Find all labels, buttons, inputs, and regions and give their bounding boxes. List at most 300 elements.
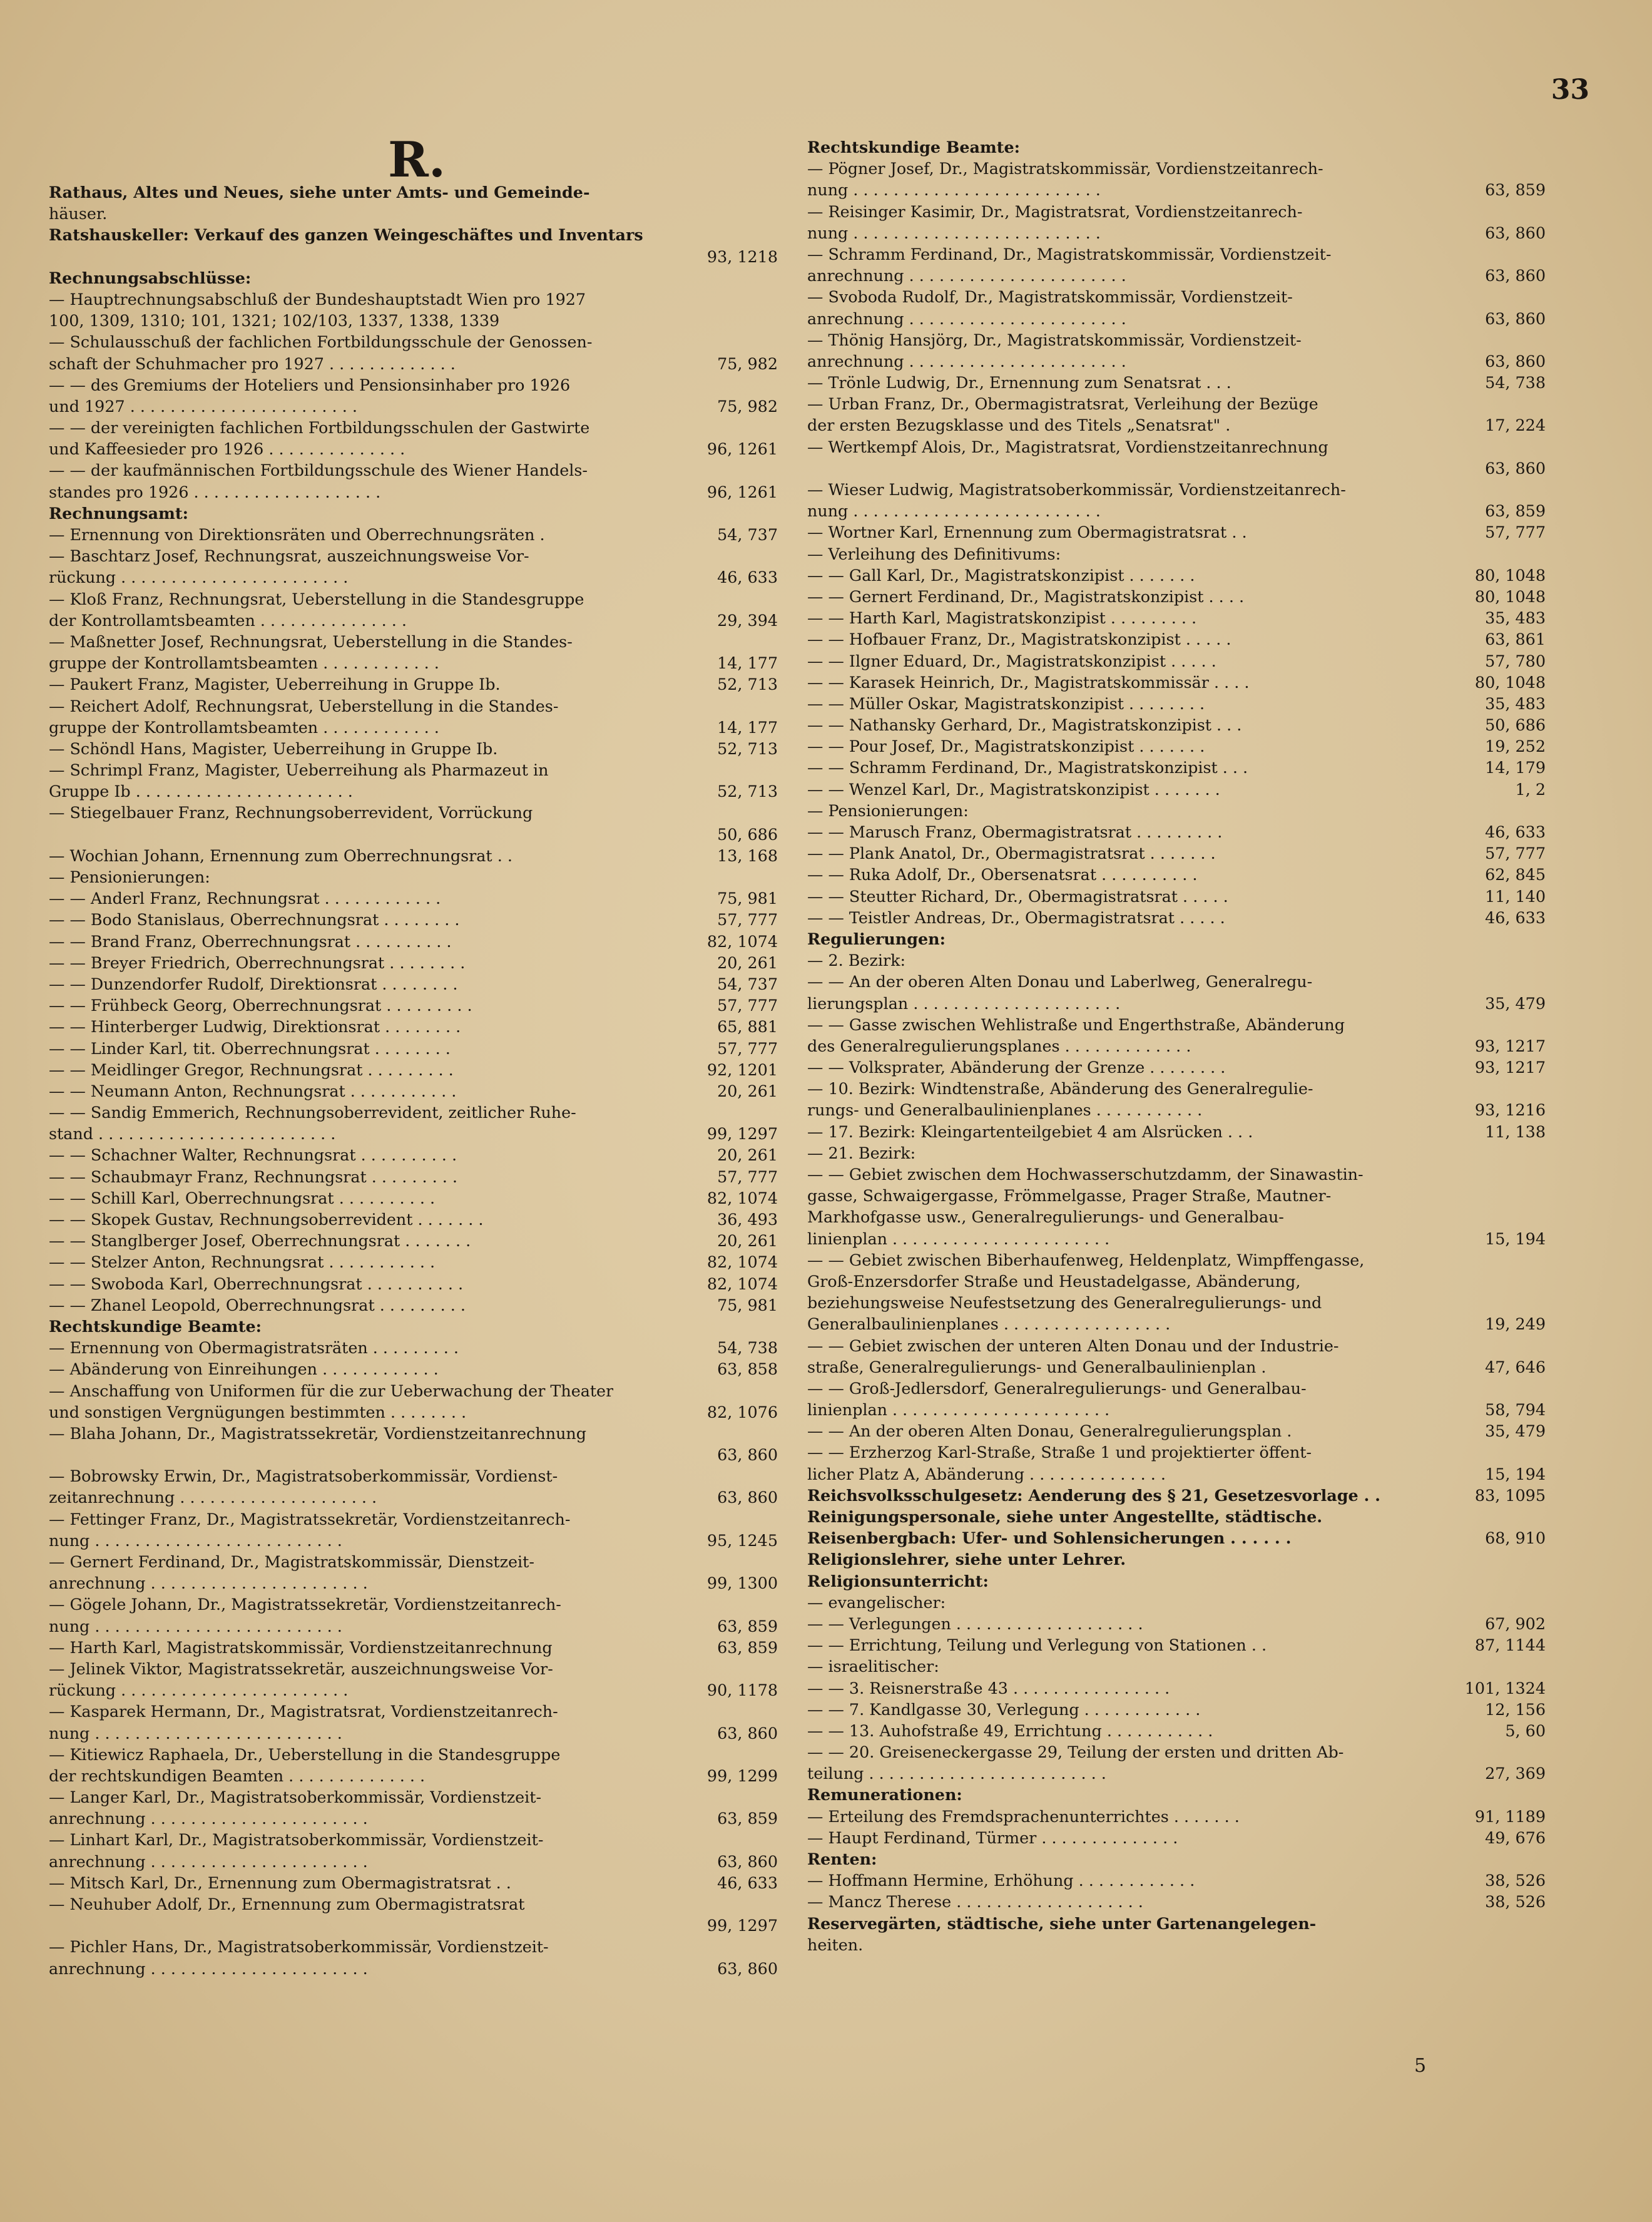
- index-page-reference: 38, 526: [1485, 1892, 1546, 1912]
- index-line: [49, 1808, 778, 1829]
- index-line: [49, 331, 778, 352]
- index-line: [49, 1572, 778, 1594]
- index-page-reference: 63, 859: [717, 1637, 778, 1657]
- index-entry-text: linienplan . . . . . . . . . . . . . . . . . . . . . .: [807, 1400, 1110, 1420]
- index-page-reference: 93, 1216: [1474, 1100, 1546, 1120]
- index-line: [807, 1035, 1546, 1057]
- index-entry-text: häuser.: [49, 204, 108, 223]
- index-line: [49, 1423, 778, 1444]
- index-line: [807, 1527, 1546, 1549]
- index-entry-text: anrechnung . . . . . . . . . . . . . . . . . . . . . .: [807, 266, 1126, 285]
- index-line: [49, 438, 778, 459]
- index-entry-text: der ersten Bezugsklasse und des Titels „Senatsrat" .: [807, 416, 1231, 435]
- index-line: [49, 1829, 778, 1850]
- index-entry-text: gruppe der Kontrollamtsbeamten . . . . . . . . . . . .: [49, 653, 439, 673]
- index-page-reference: 68, 910: [1485, 1528, 1546, 1548]
- index-page-reference: 19, 249: [1485, 1314, 1546, 1334]
- index-line: [49, 845, 778, 866]
- index-line: [49, 417, 778, 438]
- index-line: [807, 971, 1546, 992]
- index-entry-text: nung . . . . . . . . . . . . . . . . . . . . . . . . .: [807, 223, 1101, 242]
- index-entry-text: — — Gebiet zwischen der unteren Alten Donau und der Industrie-: [807, 1336, 1339, 1355]
- index-page-reference: 13, 168: [717, 846, 778, 865]
- index-entry-text: — Svoboda Rudolf, Dr., Magistratskommissär, Vordienstzeit-: [807, 287, 1293, 307]
- index-line: [49, 374, 778, 396]
- index-line: [49, 738, 778, 759]
- index-page-reference: 20, 261: [717, 1145, 778, 1165]
- index-entry-text: — Pichler Hans, Dr., Magistratsoberkommissär, Vordienstzeit-: [49, 1937, 549, 1957]
- index-entry-text: — Verleihung des Definitivums:: [807, 544, 1061, 563]
- index-page-reference: 99, 1299: [706, 1766, 778, 1785]
- index-page-reference: 63, 859: [1485, 501, 1546, 521]
- index-entry-text: — evangelischer:: [807, 1592, 946, 1612]
- index-page-reference: 93, 1217: [1474, 1036, 1546, 1055]
- index-line: [807, 1057, 1546, 1078]
- index-page-reference: 63, 859: [717, 1616, 778, 1636]
- index-line: [807, 821, 1546, 842]
- index-line: [49, 588, 778, 610]
- index-line: [49, 931, 778, 952]
- index-entry-text: — Baschtarz Josef, Rechnungsrat, auszeichnungsweise Vor-: [49, 546, 529, 566]
- index-line: [49, 1615, 778, 1637]
- index-line: [49, 1444, 778, 1465]
- index-entry-text: — — der vereinigten fachlichen Fortbildungsschulen der Gastwirte: [49, 418, 590, 438]
- index-entry-text: — Reichert Adolf, Rechnungsrat, Ueberstellung in die Standes-: [49, 696, 559, 715]
- index-page-reference: 63, 859: [1485, 180, 1546, 200]
- index-line: [807, 201, 1546, 222]
- index-entry-text: — Schulausschuß der fachlichen Fortbildungsschule der Genossen-: [49, 332, 593, 352]
- index-line: [49, 631, 778, 652]
- index-line: [807, 842, 1546, 864]
- index-line: [807, 1378, 1546, 1399]
- index-entry-text: — 17. Bezirk: Kleingartenteilgebiet 4 am Alsrücken . . .: [807, 1122, 1253, 1141]
- index-line: [49, 1166, 778, 1187]
- index-page-reference: 57, 777: [717, 910, 778, 929]
- index-entry-text: — — 13. Auhofstraße 49, Errichtung . . . . . . . . . . .: [807, 1721, 1213, 1740]
- index-page-reference: 52, 713: [717, 675, 778, 694]
- index-page-reference: 82, 1074: [706, 1252, 778, 1272]
- index-page-reference: 92, 1201: [706, 1060, 778, 1079]
- index-line: [807, 1720, 1546, 1741]
- index-line: [807, 735, 1546, 757]
- index-page-reference: 75, 982: [717, 396, 778, 416]
- index-line: [807, 222, 1546, 243]
- index-line: [49, 1316, 778, 1337]
- index-line: [49, 1080, 778, 1102]
- index-page-reference: 54, 738: [1485, 373, 1546, 392]
- index-entry-text: nung . . . . . . . . . . . . . . . . . . . . . . . . .: [807, 501, 1101, 521]
- index-page-reference: 52, 713: [717, 739, 778, 758]
- index-entry-text: — — Zhanel Leopold, Oberrechnungsrat . . . . . . . . .: [49, 1295, 466, 1314]
- index-line: [49, 888, 778, 909]
- index-line: [807, 1463, 1546, 1485]
- index-page-reference: 65, 881: [717, 1017, 778, 1037]
- index-line: [49, 1102, 778, 1123]
- index-line: [49, 1209, 778, 1230]
- index-page-reference: 96, 1261: [706, 482, 778, 501]
- index-line: [807, 1870, 1546, 1891]
- index-page-reference: 17, 224: [1485, 416, 1546, 435]
- index-page-reference: 75, 981: [717, 1295, 778, 1314]
- index-entry-text: — — Gasse zwischen Wehlistraße und Engerthstraße, Abänderung: [807, 1015, 1345, 1034]
- index-page-reference: 50, 686: [1485, 715, 1546, 735]
- index-line: [807, 179, 1546, 200]
- index-entry-text: Reisenbergbach: Ufer- und Sohlensicherungen . . . . . .: [807, 1528, 1292, 1548]
- index-entry-text: anrechnung . . . . . . . . . . . . . . . . . . . . . .: [807, 351, 1126, 371]
- index-line: [807, 1891, 1546, 1912]
- index-entry-text: — — Müller Oskar, Magistratskonzipist . . . . . . . .: [807, 694, 1205, 713]
- left-column: [49, 182, 778, 1979]
- index-line: [807, 414, 1546, 436]
- index-entry-text: — 2. Bezirk:: [807, 951, 906, 970]
- index-line: [807, 1399, 1546, 1420]
- index-entry-text: — — Gall Karl, Dr., Magistratskonzipist . . . . . . .: [807, 565, 1195, 585]
- index-entry-text: Religionslehrer, siehe unter Lehrer.: [807, 1550, 1126, 1569]
- index-line: [49, 1594, 778, 1615]
- index-entry-text: — — Marusch Franz, Obermagistratsrat . . . . . . . . .: [807, 822, 1223, 841]
- index-entry-text: zeitanrechnung . . . . . . . . . . . . . . . . . . . .: [49, 1488, 377, 1507]
- index-page-reference: 46, 633: [1485, 908, 1546, 927]
- index-line: [49, 503, 778, 524]
- index-line: [49, 866, 778, 888]
- index-page-reference: 75, 981: [717, 889, 778, 908]
- index-line: [807, 779, 1546, 800]
- index-line: [807, 1506, 1546, 1527]
- index-entry-text: Regulierungen:: [807, 929, 946, 948]
- index-line: [807, 1121, 1546, 1142]
- index-entry-text: — Thönig Hansjörg, Dr., Magistratskommissär, Vordienstzeit-: [807, 330, 1302, 349]
- index-entry-text: nung . . . . . . . . . . . . . . . . . . . . . . . . .: [807, 180, 1101, 200]
- index-entry-text: und 1927 . . . . . . . . . . . . . . . . . . . . . . .: [49, 396, 357, 416]
- index-entry-text: nung . . . . . . . . . . . . . . . . . . . . . . . . .: [49, 1723, 342, 1743]
- index-page-reference: 54, 737: [717, 525, 778, 544]
- index-entry-text: — Bobrowsky Erwin, Dr., Magistratsoberkommissär, Vordienst-: [49, 1467, 558, 1486]
- index-page-reference: 12, 156: [1485, 1699, 1546, 1719]
- index-entry-text: — — Harth Karl, Magistratskonzipist . . . . . . . . .: [807, 608, 1197, 628]
- index-line: [49, 1508, 778, 1530]
- index-line: [807, 286, 1546, 307]
- index-entry-text: — Abänderung von Einreihungen . . . . . . . . . . . .: [49, 1359, 439, 1379]
- index-line: [807, 950, 1546, 971]
- index-line: [807, 436, 1546, 458]
- index-page-reference: 75, 982: [717, 354, 778, 373]
- index-page-reference: 99, 1297: [706, 1124, 778, 1144]
- index-line: [807, 1185, 1546, 1206]
- index-entry-text: — Hauptrechnungsabschluß der Bundeshauptstadt Wien pro 1927: [49, 289, 586, 309]
- index-line: [49, 695, 778, 717]
- index-entry-text: — Linhart Karl, Dr., Magistratsoberkommissär, Vordienstzeit-: [49, 1830, 544, 1850]
- index-line: [807, 329, 1546, 351]
- index-line: [49, 1487, 778, 1508]
- index-entry-text: — 10. Bezirk: Windtenstraße, Abänderung des Generalregulie-: [807, 1079, 1313, 1098]
- index-entry-text: — Jelinek Viktor, Magistratssekretär, auszeichnungsweise Vor-: [49, 1659, 553, 1678]
- index-line: [49, 289, 778, 310]
- index-entry-text: anrechnung . . . . . . . . . . . . . . . . . . . . . .: [49, 1574, 368, 1593]
- index-entry-text: — — 7. Kandlgasse 30, Verlegung . . . . . . . . . . . .: [807, 1699, 1201, 1719]
- index-line: [49, 396, 778, 417]
- index-entry-text: nung . . . . . . . . . . . . . . . . . . . . . . . . .: [49, 1530, 342, 1550]
- index-line: [49, 353, 778, 374]
- index-line: [49, 824, 778, 845]
- index-line: [49, 1872, 778, 1893]
- index-entry-text: der Kontrollamtsbeamten . . . . . . . . . . . . . . .: [49, 610, 407, 630]
- index-entry-text: — Paukert Franz, Magister, Ueberreihung in Gruppe Ib.: [49, 675, 501, 694]
- index-entry-text: — — An der oberen Alten Donau, Generalregulierungsplan .: [807, 1421, 1292, 1441]
- index-page-reference: 93, 1218: [706, 247, 778, 266]
- index-entry-text: — — Stelzer Anton, Rechnungsrat . . . . . . . . . . .: [49, 1252, 436, 1272]
- index-entry-text: — Mitsch Karl, Dr., Ernennung zum Obermagistratsrat . .: [49, 1873, 511, 1892]
- index-line: [807, 308, 1546, 329]
- index-line: [49, 246, 778, 267]
- index-line: [49, 717, 778, 738]
- index-entry-text: Groß-Enzersdorfer Straße und Heustadelgasse, Abänderung,: [807, 1271, 1301, 1291]
- index-entry-text: — Pensionierungen:: [49, 868, 210, 886]
- index-entry-text: — — Schramm Ferdinand, Dr., Magistratskonzipist . . .: [807, 758, 1248, 777]
- index-line: [807, 993, 1546, 1014]
- index-page-reference: 46, 633: [717, 568, 778, 587]
- index-entry-text: — Gögele Johann, Dr., Magistratssekretär, Vordienstzeitanrech-: [49, 1595, 561, 1614]
- index-entry-text: gruppe der Kontrollamtsbeamten . . . . . . . . . . . .: [49, 717, 439, 737]
- index-entry-text: — — Gernert Ferdinand, Dr., Magistratskonzipist . . . .: [807, 586, 1245, 606]
- index-page-reference: 62, 845: [1485, 865, 1546, 884]
- index-line: [807, 479, 1546, 500]
- index-page-reference: 15, 194: [1485, 1464, 1546, 1483]
- index-entry-text: Reichsvolksschulgesetz: Aenderung des § 21, Gesetzesvorlage . .: [807, 1485, 1380, 1505]
- index-entry-text: — Urban Franz, Dr., Obermagistratsrat, Verleihung der Bezüge: [807, 394, 1318, 414]
- footer-sheet-number: 5: [1414, 2055, 1427, 2077]
- index-line: [49, 1465, 778, 1487]
- index-entry-text: teilung . . . . . . . . . . . . . . . . . . . . . . . .: [807, 1764, 1106, 1783]
- index-line: [807, 1848, 1546, 1870]
- index-page-reference: 29, 394: [717, 610, 778, 630]
- index-entry-text: — — 20. Greiseneckergasse 29, Teilung der ersten und dritten Ab-: [807, 1743, 1344, 1762]
- index-page-reference: 82, 1076: [706, 1402, 778, 1421]
- index-line: [49, 1915, 778, 1936]
- index-line: [49, 267, 778, 289]
- right-column: [807, 136, 1546, 1955]
- index-line: [49, 545, 778, 566]
- index-page-reference: 80, 1048: [1474, 586, 1546, 606]
- index-line: [49, 1123, 778, 1144]
- index-entry-text: standes pro 1926 . . . . . . . . . . . . . . . . . . .: [49, 482, 381, 501]
- index-entry-text: licher Platz A, Abänderung . . . . . . . . . . . . . .: [807, 1464, 1166, 1483]
- index-entry-text: — Schöndl Hans, Magister, Ueberreihung in Gruppe Ib.: [49, 739, 498, 758]
- index-entry-text: stand . . . . . . . . . . . . . . . . . . . . . . . .: [49, 1124, 336, 1144]
- index-line: [807, 864, 1546, 885]
- index-line: [49, 973, 778, 995]
- index-entry-text: — Ernennung von Obermagistratsräten . . . . . . . . .: [49, 1338, 459, 1358]
- index-line: [807, 500, 1546, 521]
- index-entry-text: nung . . . . . . . . . . . . . . . . . . . . . . . . .: [49, 1616, 342, 1636]
- index-entry-text: — Langer Karl, Dr., Magistratsoberkommissär, Vordienstzeit-: [49, 1788, 542, 1807]
- index-page-reference: 57, 777: [717, 1038, 778, 1058]
- index-entry-text: — — Groß-Jedlersdorf, Generalregulierungs- und Generalbau-: [807, 1378, 1307, 1398]
- index-line: [807, 1656, 1546, 1677]
- index-entry-text: Reinigungspersonale, siehe unter Angestellte, städtische.: [807, 1507, 1323, 1526]
- index-line: [807, 458, 1546, 479]
- index-page-reference: 14, 179: [1485, 758, 1546, 777]
- index-entry-text: straße, Generalregulierungs- und Generalbaulinienplan .: [807, 1357, 1267, 1376]
- index-line: [807, 1206, 1546, 1227]
- index-entry-text: schaft der Schuhmacher pro 1927 . . . . . . . . . . . . .: [49, 354, 456, 373]
- index-page-reference: 82, 1074: [706, 1188, 778, 1207]
- index-entry-text: Rathaus, Altes und Neues, siehe unter Amts- und Gemeinde-: [49, 183, 590, 202]
- index-entry-text: — — Gebiet zwischen Biberhaufenweg, Heldenplatz, Wimpffengasse,: [807, 1250, 1365, 1269]
- index-line: [807, 372, 1546, 393]
- index-page-reference: 46, 633: [1485, 822, 1546, 841]
- index-entry-text: — — Verlegungen . . . . . . . . . . . . . . . . . . .: [807, 1614, 1143, 1633]
- index-line: [49, 1893, 778, 1915]
- index-page-reference: 67, 902: [1485, 1614, 1546, 1633]
- index-entry-text: — Neuhuber Adolf, Dr., Ernennung zum Obermagistratsrat: [49, 1895, 525, 1913]
- index-line: [807, 907, 1546, 928]
- index-line: [49, 1251, 778, 1272]
- index-entry-text: linienplan . . . . . . . . . . . . . . . . . . . . . .: [807, 1229, 1110, 1248]
- index-line: [807, 1634, 1546, 1656]
- index-page-reference: 101, 1324: [1464, 1678, 1546, 1697]
- index-page-reference: 11, 140: [1485, 886, 1546, 906]
- index-line: [807, 1420, 1546, 1441]
- index-line: [49, 1038, 778, 1059]
- index-page-reference: 80, 1048: [1474, 565, 1546, 585]
- index-entry-text: — — Plank Anatol, Dr., Obermagistratsrat . . . . . . .: [807, 844, 1216, 863]
- index-page-reference: 95, 1245: [706, 1530, 778, 1550]
- index-page-reference: 63, 860: [1485, 266, 1546, 285]
- index-line: [807, 886, 1546, 907]
- index-page-reference: 87, 1144: [1474, 1636, 1546, 1655]
- index-page-reference: 5, 60: [1505, 1721, 1546, 1740]
- index-line: [807, 1592, 1546, 1613]
- index-line: [49, 952, 778, 973]
- index-line: [49, 1551, 778, 1572]
- index-line: [49, 1936, 778, 1957]
- index-entry-text: Rechtskundige Beamte:: [807, 138, 1021, 156]
- index-entry-text: beziehungsweise Neufestsetzung des Generalregulierungs- und: [807, 1293, 1322, 1313]
- index-line: [807, 1292, 1546, 1313]
- index-page-reference: 99, 1297: [706, 1916, 778, 1935]
- index-page-reference: 46, 633: [717, 1873, 778, 1892]
- index-page-reference: 1, 2: [1515, 779, 1546, 799]
- index-line: [49, 1658, 778, 1679]
- index-entry-text: Markhofgasse usw., Generalregulierungs- und Generalbau-: [807, 1207, 1284, 1227]
- index-line: [49, 995, 778, 1016]
- index-line: [49, 1380, 778, 1401]
- index-entry-text: — — Schill Karl, Oberrechnungsrat . . . . . . . . . .: [49, 1188, 436, 1207]
- index-entry-text: 100, 1309, 1310; 101, 1321; 102/103, 1337, 1338, 1339: [49, 311, 500, 330]
- index-line: [49, 1723, 778, 1744]
- index-line: [807, 1827, 1546, 1848]
- index-entry-text: rückung . . . . . . . . . . . . . . . . . . . . . . .: [49, 568, 349, 587]
- index-page-reference: 63, 858: [717, 1359, 778, 1379]
- index-entry-text: und Kaffeesieder pro 1926 . . . . . . . . . . . . . .: [49, 439, 405, 459]
- index-line: [49, 1679, 778, 1701]
- index-entry-text: — Mancz Therese . . . . . . . . . . . . . . . . . . .: [807, 1892, 1143, 1912]
- index-page-reference: 63, 860: [717, 1445, 778, 1465]
- index-line: [49, 1786, 778, 1808]
- index-entry-text: Rechnungsamt:: [49, 503, 189, 523]
- index-page-reference: 49, 676: [1485, 1828, 1546, 1847]
- index-page-reference: 82, 1074: [706, 1274, 778, 1293]
- index-entry-text: anrechnung . . . . . . . . . . . . . . . . . . . . . .: [49, 1851, 368, 1871]
- index-entry-text: — — Skopek Gustav, Rechnungsoberrevident . . . . . . .: [49, 1210, 484, 1229]
- index-line: [807, 136, 1546, 158]
- index-page-reference: 63, 859: [717, 1809, 778, 1828]
- index-entry-text: — Kasparek Hermann, Dr., Magistratsrat, Vordienstzeitanrech-: [49, 1702, 558, 1721]
- index-line: [807, 1271, 1546, 1292]
- index-page-reference: 11, 138: [1485, 1122, 1546, 1141]
- index-page-reference: 63, 860: [717, 1958, 778, 1978]
- index-entry-text: — — Breyer Friedrich, Oberrechnungsrat . . . . . . . .: [49, 953, 466, 972]
- index-page-reference: 63, 860: [717, 1851, 778, 1871]
- index-line: [807, 928, 1546, 950]
- index-entry-text: rückung . . . . . . . . . . . . . . . . . . . . . . .: [49, 1681, 349, 1700]
- index-line: [807, 158, 1546, 179]
- index-page-reference: 57, 777: [1485, 523, 1546, 542]
- index-entry-text: — — Gebiet zwischen dem Hochwasserschutzdamm, der Sinawastin-: [807, 1165, 1364, 1184]
- index-entry-text: — — Linder Karl, tit. Oberrechnungsrat . . . . . . . .: [49, 1038, 451, 1058]
- index-line: [807, 243, 1546, 265]
- index-entry-text: Gruppe Ib . . . . . . . . . . . . . . . . . . . . . .: [49, 782, 353, 801]
- index-entry-text: Renten:: [807, 1850, 877, 1868]
- index-entry-text: des Generalregulierungsplanes . . . . . . . . . . . . .: [807, 1036, 1191, 1055]
- index-line: [807, 351, 1546, 372]
- index-page-reference: 63, 860: [1485, 309, 1546, 328]
- index-entry-text: — israelitischer:: [807, 1657, 939, 1676]
- index-entry-text: — Fettinger Franz, Dr., Magistratssekretär, Vordienstzeitanrech-: [49, 1509, 571, 1528]
- index-line: [807, 693, 1546, 714]
- index-entry-text: — — Anderl Franz, Rechnungsrat . . . . . . . . . . . .: [49, 889, 441, 908]
- index-page-reference: 63, 860: [1485, 458, 1546, 478]
- index-entry-text: — Hoffmann Hermine, Erhöhung . . . . . . . . . . . .: [807, 1871, 1195, 1890]
- index-line: [807, 1142, 1546, 1164]
- index-entry-text: — Blaha Johann, Dr., Magistratssekretär, Vordienstzeitanrechnung: [49, 1423, 587, 1443]
- index-entry-text: — — Sandig Emmerich, Rechnungsoberrevident, zeitlicher Ruhe-: [49, 1103, 576, 1122]
- index-entry-text: — Gernert Ferdinand, Dr., Magistratskommissär, Dienstzeit-: [49, 1552, 534, 1571]
- index-line: [49, 566, 778, 588]
- index-entry-text: Generalbaulinienplanes . . . . . . . . . . . . . . . . .: [807, 1314, 1171, 1334]
- index-entry-text: — Harth Karl, Magistratskommissär, Vordienstzeitanrechnung: [49, 1637, 553, 1657]
- index-page-reference: 52, 713: [717, 782, 778, 801]
- index-page-reference: 58, 794: [1485, 1400, 1546, 1420]
- index-page-reference: 57, 777: [1485, 844, 1546, 863]
- index-entry-text: lierungsplan . . . . . . . . . . . . . . . . . . . . .: [807, 993, 1121, 1013]
- index-line: [807, 800, 1546, 821]
- index-page-reference: 14, 177: [717, 653, 778, 673]
- index-page-reference: 83, 1095: [1474, 1485, 1546, 1505]
- index-line: [49, 310, 778, 331]
- index-page-reference: 35, 483: [1485, 608, 1546, 628]
- index-entry-text: Religionsunterricht:: [807, 1571, 989, 1590]
- index-line: [49, 1016, 778, 1037]
- index-line: [49, 224, 778, 245]
- index-line: [807, 1784, 1546, 1805]
- index-entry-text: Reservegärten, städtische, siehe unter Gartenangelegen-: [807, 1913, 1317, 1933]
- index-page-reference: 35, 483: [1485, 694, 1546, 713]
- index-page-reference: 90, 1178: [706, 1681, 778, 1700]
- index-line: [807, 1249, 1546, 1271]
- index-line: [807, 1570, 1546, 1592]
- index-line: [807, 1014, 1546, 1035]
- index-entry-text: — — Frühbeck Georg, Oberrechnungsrat . . . . . . . . .: [49, 996, 472, 1015]
- index-line: [49, 1230, 778, 1251]
- index-line: [807, 1699, 1546, 1720]
- index-entry-text: — Wochian Johann, Ernennung zum Oberrechnungsrat . .: [49, 846, 512, 865]
- index-line: [807, 1099, 1546, 1120]
- index-line: [49, 203, 778, 224]
- index-entry-text: — — Stanglberger Josef, Oberrechnungsrat . . . . . . .: [49, 1231, 471, 1251]
- index-line: [807, 565, 1546, 586]
- index-entry-text: — Schrimpl Franz, Magister, Ueberreihung als Pharmazeut in: [49, 760, 549, 780]
